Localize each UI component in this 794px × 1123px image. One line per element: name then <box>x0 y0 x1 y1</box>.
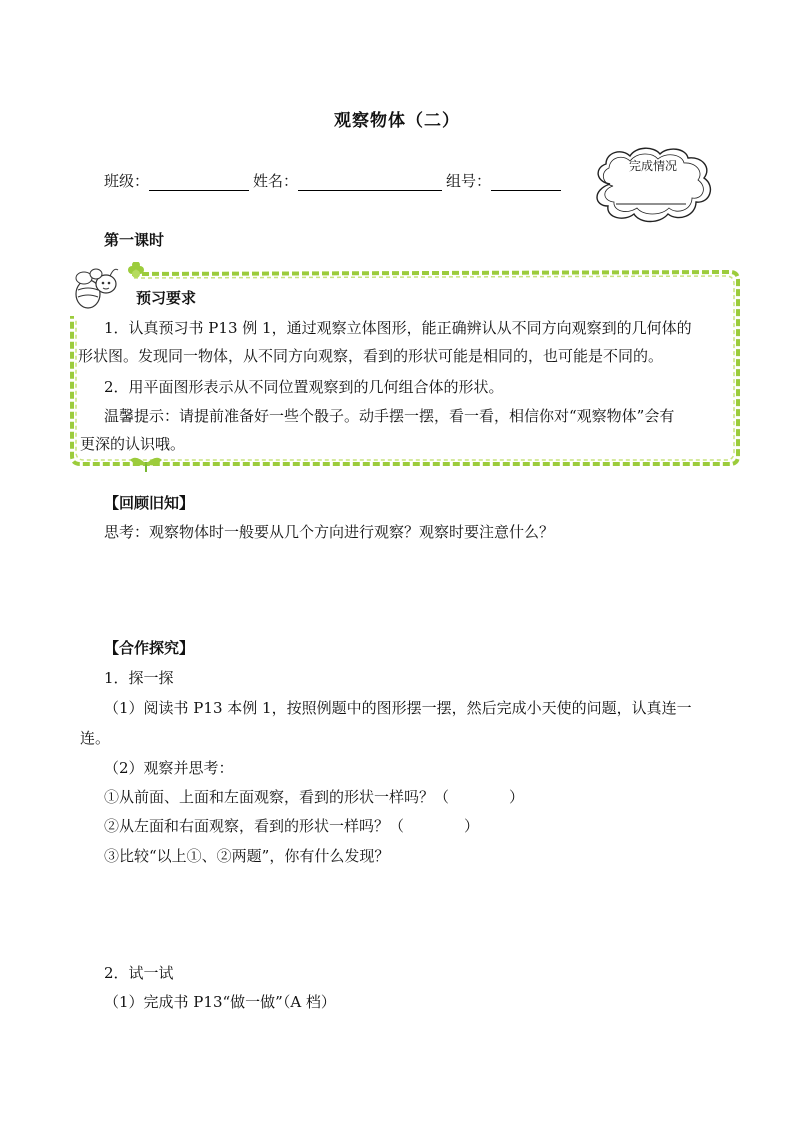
explore-part1-title: 1．探一探 <box>104 669 174 687</box>
name-label: 姓名： <box>253 172 299 190</box>
class-label: 班级： <box>104 172 150 190</box>
lesson-title: 第一课时 <box>104 231 165 249</box>
question-2: ②从左面和右面观察，看到的形状一样吗？（ ） <box>104 817 480 835</box>
name-blank[interactable] <box>298 174 442 191</box>
preview-item1-line1: 1．认真预习书 P13 例 1，通过观察立体图形，能正确辨认从不同方向观察到的几何体的 <box>104 319 692 337</box>
explore-part2-item1: （1）完成书 P13“做一做”（A 档） <box>104 993 336 1011</box>
question-1: ①从前面、上面和左面观察，看到的形状一样吗？（ ） <box>104 788 525 806</box>
completion-label: 完成情况 <box>628 159 677 173</box>
student-info-row <box>104 170 565 191</box>
explore-heading: 【合作探究】 <box>104 639 195 657</box>
tip-line1: 温馨提示：请提前准备好一些个骰子。动手摆一摆，看一看，相信你对“观察物体”会有 <box>104 407 675 425</box>
explore-p1-line2: 连。 <box>80 729 111 747</box>
question-3: ③比较“以上①、②两题”，你有什么发现？ <box>104 847 390 865</box>
group-label: 组号： <box>446 172 492 190</box>
review-heading: 【回顾旧知】 <box>104 494 195 512</box>
clover-icon <box>128 262 144 278</box>
explore-p2-title: （2）观察并思考： <box>104 759 234 777</box>
preview-heading: 预习要求 <box>136 289 197 307</box>
group-blank[interactable] <box>491 174 561 191</box>
sprout-icon <box>128 452 164 474</box>
explore-part2-title: 2．试一试 <box>104 964 174 982</box>
preview-item1-line2: 形状图。发现同一物体，从不同方向观察，看到的形状可能是相同的，也可能是不同的。 <box>78 347 664 365</box>
tip-line2: 更深的认识哦。 <box>80 435 186 453</box>
page-title: 观察物体（二） <box>334 111 460 131</box>
class-blank[interactable] <box>149 174 249 191</box>
explore-p1-line1: （1）阅读书 P13 本例 1，按照例题中的图形摆一摆，然后完成小天使的问题，认真连一 <box>104 699 692 717</box>
preview-item2: 2．用平面图形表示从不同位置观察到的几何组合体的形状。 <box>104 378 504 396</box>
review-question: 思考：观察物体时一般要从几个方向进行观察？观察时要注意什么？ <box>104 523 555 541</box>
